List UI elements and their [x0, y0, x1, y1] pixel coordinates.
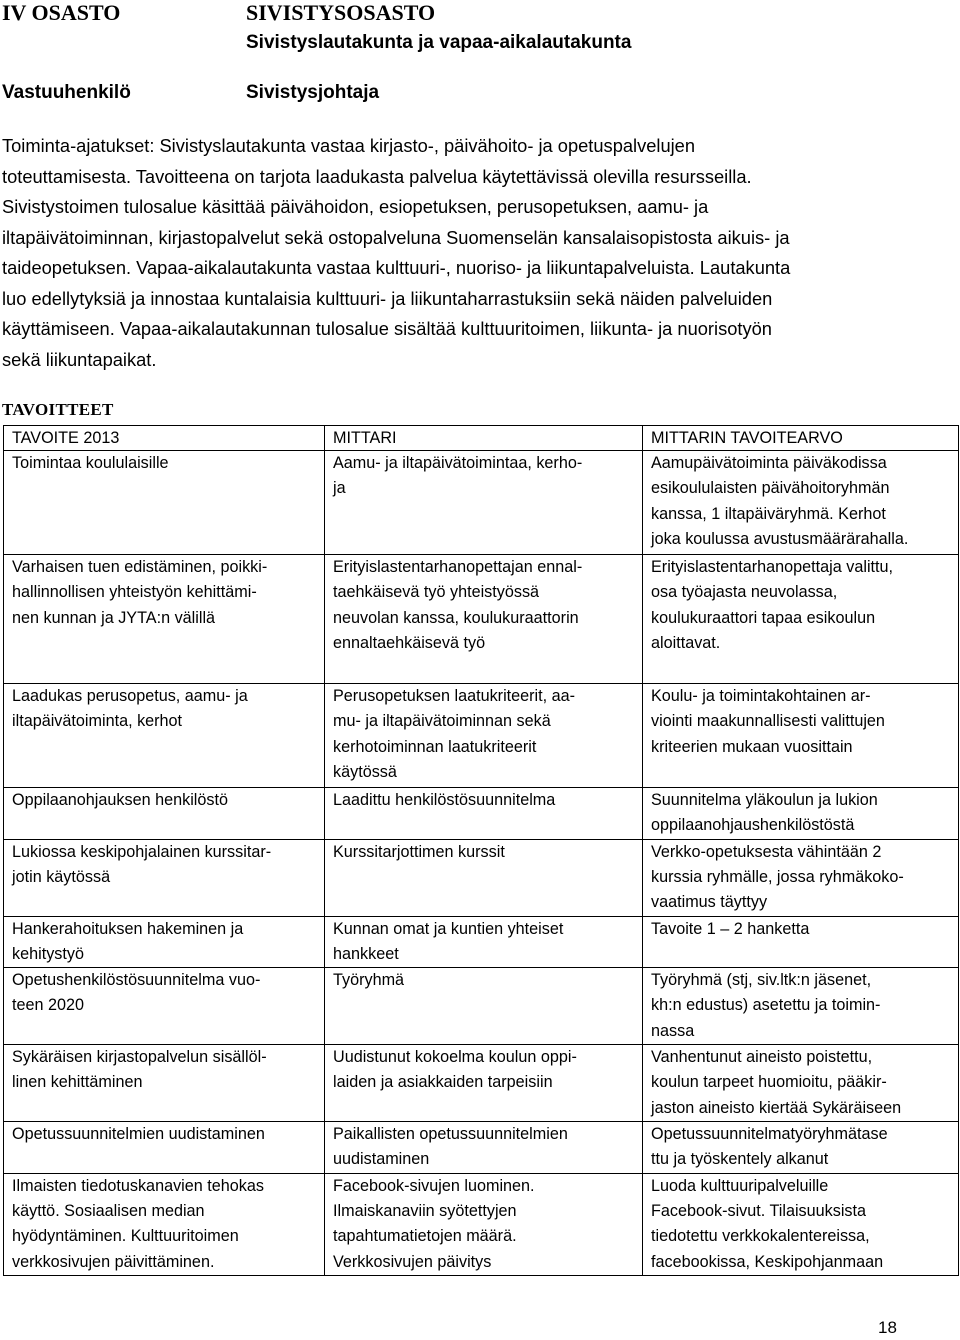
- cell-line: kanssa, 1 iltapäiväryhmä. Kerhot: [651, 504, 886, 523]
- cell-line: facebookissa, Keskipohjanmaan: [651, 1252, 884, 1271]
- cell-line: Vanhentunut aineisto poistettu,: [651, 1048, 873, 1067]
- table-header-row: [4, 426, 959, 451]
- cell-line: Opetussuunnitelmatyöryhmätase: [651, 1125, 888, 1144]
- cell-line: nassa: [651, 1021, 695, 1040]
- cell-line: Verkkosivujen päivitys: [333, 1252, 492, 1271]
- cell-line: Erityislastentarhanopettajan ennal-: [333, 558, 583, 576]
- section-label: IV OSASTO: [2, 0, 121, 25]
- target-cell: [643, 1122, 959, 1174]
- metric-cell: [325, 788, 643, 840]
- cell-line: jaston aineisto kiertää Sykäräiseen: [651, 1098, 902, 1117]
- cell-line: Erityislastentarhanopettaja valittu,: [651, 558, 894, 576]
- metric-cell: [325, 684, 643, 788]
- cell-line: Toimintaa koululaisille: [12, 454, 169, 472]
- responsible-label: Vastuuhenkilö: [2, 82, 131, 103]
- metric-cell: [325, 1122, 643, 1174]
- cell-line: Facebook-sivut. Tilaisuuksista: [651, 1201, 867, 1220]
- page-number: 18: [878, 1318, 897, 1337]
- board-name: Sivistyslautakunta ja vapaa-aikalautakunta: [246, 32, 632, 53]
- cell-line: Hankerahoituksen hakeminen ja: [12, 919, 244, 938]
- cell-line: Työryhmä (stj, siv.ltk:n jäsenet,: [651, 971, 872, 990]
- responsible-value: Sivistysjohtaja: [246, 82, 380, 103]
- cell-line: käytössä: [333, 762, 397, 781]
- goal-cell: [4, 968, 325, 1045]
- table-row: [4, 968, 959, 1045]
- header-target: MITTARIN TAVOITEARVO: [643, 426, 959, 451]
- cell-line: kurssia ryhmälle, jossa ryhmäkoko-: [651, 867, 904, 886]
- cell-line: käyttö. Sosiaalisen median: [12, 1201, 205, 1220]
- cell-line: Työryhmä: [333, 971, 405, 990]
- target-cell: [643, 684, 959, 788]
- table-row: [4, 916, 959, 968]
- cell-line: tiedotettu verkkokalentereissa,: [651, 1227, 870, 1246]
- target-cell: [643, 788, 959, 840]
- cell-line: Aamupäivätoiminta päiväkodissa: [651, 454, 887, 472]
- cell-line: koulukuraattori tapaa esikoulun: [651, 608, 876, 627]
- goal-cell: [4, 916, 325, 968]
- header-metric: MITTARI: [325, 426, 643, 451]
- cell-line: Paikallisten opetussuunnitelmien: [333, 1125, 568, 1144]
- cell-line: Uudistunut kokoelma koulun oppi-: [333, 1048, 577, 1067]
- cell-line: koulun tarpeet huomioitu, pääkir-: [651, 1073, 887, 1092]
- cell-line: ttu ja työskentely alkanut: [651, 1150, 829, 1169]
- goals-table: [3, 425, 959, 1276]
- intro-paragraph: [2, 131, 952, 375]
- cell-line: hallinnollisen yhteistyön kehittämi-: [12, 583, 257, 602]
- cell-line: ja: [333, 479, 346, 498]
- table-row: [4, 555, 959, 684]
- cell-line: taehkäisevä työ yhteistyössä: [333, 583, 540, 602]
- metric-cell: [325, 968, 643, 1045]
- cell-line: Tavoite 1 – 2 hanketta: [651, 919, 810, 938]
- cell-line: Laadukas perusopetus, aamu- ja: [12, 687, 248, 705]
- cell-line: kriteerien mukaan vuosittain: [651, 737, 853, 756]
- cell-line: joka koulussa avustusmäärärahalla.: [651, 529, 909, 548]
- cell-line: Suunnitelma yläkoulun ja lukion: [651, 791, 878, 809]
- goal-cell: [4, 1173, 325, 1275]
- cell-line: aloittavat.: [651, 633, 721, 652]
- cell-line: hyödyntäminen. Kulttuuritoimen: [12, 1227, 239, 1246]
- header-goal: TAVOITE 2013: [4, 426, 325, 451]
- target-cell: [643, 1045, 959, 1122]
- cell-line: mu- ja iltapäivätoiminnan sekä: [333, 712, 551, 731]
- cell-line: Sykäräisen kirjastopalvelun sisällöl-: [12, 1048, 267, 1067]
- table-row: [4, 839, 959, 916]
- cell-line: uudistaminen: [333, 1150, 430, 1169]
- cell-line: Varhaisen tuen edistäminen, poikki-: [12, 558, 268, 576]
- cell-line: vaatimus täyttyy: [651, 893, 768, 912]
- cell-line: Opetushenkilöstösuunnitelma vuo-: [12, 971, 261, 990]
- target-cell: [643, 916, 959, 968]
- cell-line: Kurssitarjottimen kurssit: [333, 842, 505, 861]
- cell-line: osa työajasta neuvolassa,: [651, 583, 838, 602]
- cell-line: Opetussuunnitelmien uudistaminen: [12, 1125, 265, 1144]
- target-cell: [643, 1173, 959, 1275]
- intro-line: sekä liikuntapaikat.: [2, 348, 157, 370]
- metric-cell: [325, 555, 643, 684]
- cell-line: linen kehittäminen: [12, 1073, 143, 1092]
- cell-line: Laadittu henkilöstösuunnitelma: [333, 791, 556, 809]
- metric-cell: [325, 916, 643, 968]
- cell-line: Perusopetuksen laatukriteerit, aa-: [333, 687, 576, 705]
- goal-cell: [4, 1122, 325, 1174]
- intro-line: Sivistystoimen tulosalue käsittää päivähoidon, esiopetuksen, perusopetuksen, aamu- ja: [2, 196, 709, 217]
- cell-line: jotin käytössä: [12, 867, 111, 886]
- cell-line: Oppilaanohjauksen henkilöstö: [12, 791, 228, 809]
- cell-line: Ilmaisten tiedotuskanavien tehokas: [12, 1176, 264, 1195]
- intro-line: luo edellytyksiä ja innostaa kuntalaisia kulttuuri- ja liikuntaharrastuksiin sekä näiden palveluiden: [2, 287, 773, 309]
- table-row: [4, 788, 959, 840]
- cell-line: esikoululaisten päivähoitoryhmän: [651, 479, 890, 498]
- metric-cell: [325, 839, 643, 916]
- cell-line: Luoda kulttuuripalveluille: [651, 1176, 829, 1195]
- target-cell: [643, 451, 959, 555]
- cell-line: verkkosivujen päivittäminen.: [12, 1252, 215, 1271]
- metric-cell: [325, 1173, 643, 1275]
- goal-cell: [4, 684, 325, 788]
- cell-line: Lukiossa keskipohjalainen kurssitar-: [12, 842, 272, 861]
- cell-line: Kunnan omat ja kuntien yhteiset: [333, 919, 564, 938]
- table-row: [4, 1122, 959, 1174]
- target-cell: [643, 555, 959, 684]
- goal-cell: [4, 451, 325, 555]
- cell-line: Ilmaiskanaviin syötettyjen: [333, 1201, 517, 1220]
- cell-line: viointi maakunnallisesti valittujen: [651, 712, 885, 731]
- cell-line: kh:n edustus) asetettu ja toimin-: [651, 996, 881, 1015]
- table-row: [4, 1173, 959, 1275]
- target-cell: [643, 968, 959, 1045]
- table-row: [4, 1045, 959, 1122]
- cell-line: kehitystyö: [12, 944, 84, 963]
- cell-line: tapahtumatietojen määrä.: [333, 1227, 517, 1246]
- cell-line: iltapäivätoiminta, kerhot: [12, 712, 183, 731]
- cell-line: teen 2020: [12, 996, 85, 1015]
- table-row: [4, 684, 959, 788]
- intro-line: Toiminta-ajatukset: Sivistyslautakunta vastaa kirjasto-, päivähoito- ja opetuspalvelujen: [2, 135, 696, 156]
- goal-cell: [4, 555, 325, 684]
- goal-cell: [4, 1045, 325, 1122]
- intro-line: toteuttamisesta. Tavoitteena on tarjota laadukasta palvelua käytettävissä olevilla resursseilla.: [2, 165, 752, 187]
- cell-line: Verkko-opetuksesta vähintään 2: [651, 842, 882, 861]
- goal-rows: [4, 451, 959, 1276]
- cell-line: kerhotoiminnan laatukriteerit: [333, 737, 537, 756]
- goal-cell: [4, 788, 325, 840]
- intro-line: taideopetuksen. Vapaa-aikalautakunta vastaa kulttuuri-, nuoriso- ja liikuntapalveluista. Lautakunta: [2, 257, 791, 278]
- cell-line: oppilaanohjaushenkilöstöstä: [651, 816, 855, 835]
- intro-line: käyttämiseen. Vapaa-aikalautakunnan tulosalue sisältää kulttuuritoimen, liikunta- ja nuorisotyön: [2, 318, 772, 339]
- metric-cell: [325, 1045, 643, 1122]
- cell-line: Facebook-sivujen luominen.: [333, 1176, 535, 1195]
- goals-heading: TAVOITTEET: [2, 400, 114, 419]
- cell-line: hankkeet: [333, 944, 399, 963]
- metric-cell: [325, 451, 643, 555]
- section-title: SIVISTYSOSASTO: [246, 0, 436, 25]
- cell-line: laiden ja asiakkaiden tarpeisiin: [333, 1073, 553, 1092]
- goal-cell: [4, 839, 325, 916]
- cell-line: ennaltaehkäisevä työ: [333, 633, 486, 652]
- cell-line: nen kunnan ja JYTA:n välillä: [12, 608, 216, 627]
- cell-line: Aamu- ja iltapäivätoimintaa, kerho-: [333, 454, 583, 472]
- table-row: [4, 451, 959, 555]
- target-cell: [643, 839, 959, 916]
- cell-line: Koulu- ja toimintakohtainen ar-: [651, 687, 871, 705]
- intro-line: iltapäivätoiminnan, kirjastopalvelut sekä ostopalveluna Suomenselän kansalaisopistosta aikuis- ja: [2, 226, 790, 248]
- cell-line: neuvolan kanssa, koulukuraattorin: [333, 608, 579, 627]
